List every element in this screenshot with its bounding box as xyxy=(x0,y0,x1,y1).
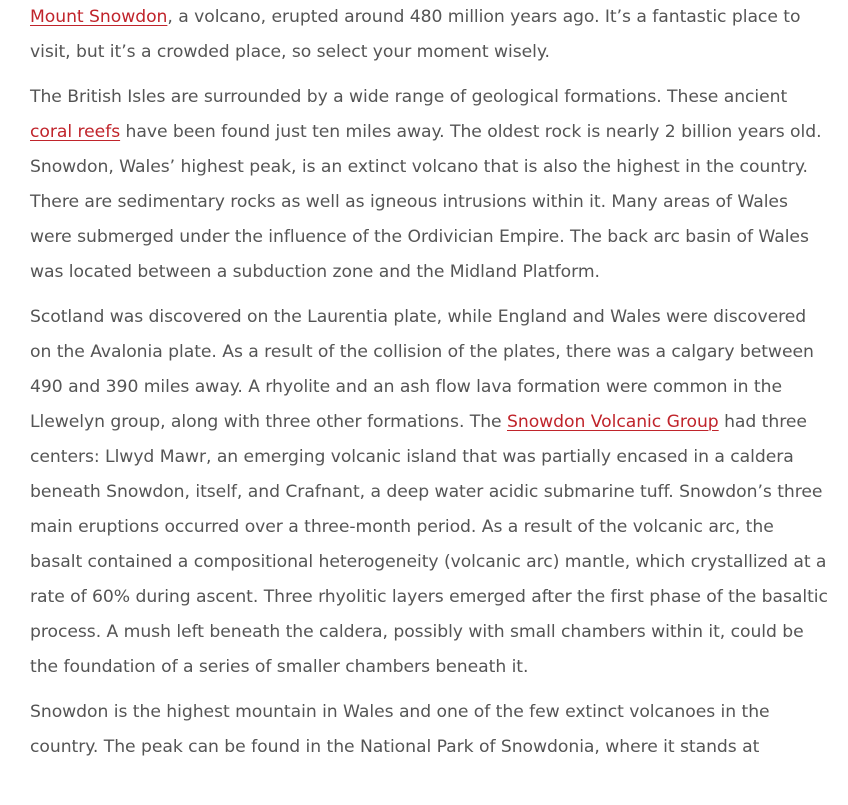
paragraph xyxy=(30,300,828,685)
paragraph xyxy=(30,0,828,70)
link-mount-snowdon[interactable]: Mount Snowdon xyxy=(30,7,168,27)
paragraph xyxy=(30,80,828,290)
link-coral-reefs[interactable]: coral reefs xyxy=(30,122,121,142)
paragraph-text: Snowdon is the highest mountain in Wales and one of the few extinct volcanoes in the country. The peak can be found in the National Park of Snowdonia, where it stands at xyxy=(30,702,770,757)
paragraph-text: The British Isles are surrounded by a wide range of geological formations. These ancient xyxy=(30,87,788,107)
paragraph-text: have been found just ten miles away. The oldest rock is nearly 2 billion years old. Snowdon, Wales’ highest peak, is an extinct volcano that is also the highest in the country. There are sedimentary rocks as well as igneous intrusions within it. Many areas of Wales were submerged under the influence of the Ordivician Empire. The back arc basin of Wales was located between a subduction zone and the Midland Platform. xyxy=(30,122,822,282)
paragraph xyxy=(30,695,828,765)
paragraph-text: had three centers: Llwyd Mawr, an emerging volcanic island that was partially encased in a caldera beneath Snowdon, itself, and Crafnant, a deep water acidic submarine tuff. Snowdon’s three main eruptions occurred over a three-month period. As a result of the volcanic arc, the basalt contained a compositional heterogeneity (volcanic arc) mantle, which crystallized at a rate of 60% during ascent. Three rhyolitic layers emerged after the first phase of the basaltic process. A mush left beneath the caldera, possibly with small chambers within it, could be the foundation of a series of smaller chambers beneath it. xyxy=(30,412,828,677)
link-snowdon-volcanic-group[interactable]: Snowdon Volcanic Group xyxy=(507,412,719,432)
paragraph-text: Scotland was discovered on the Laurentia plate, while England and Wales were discovered on the Avalonia plate. As a result of the collision of the plates, there was a calgary between 490 and 390 miles away. A rhyolite and an ash flow lava formation were common in the Llewelyn group, along with three other formations. The xyxy=(30,307,814,432)
paragraph-text: , a volcano, erupted around 480 million years ago. It’s a fantastic place to visit, but it’s a crowded place, so select your moment wisely. xyxy=(30,7,801,62)
